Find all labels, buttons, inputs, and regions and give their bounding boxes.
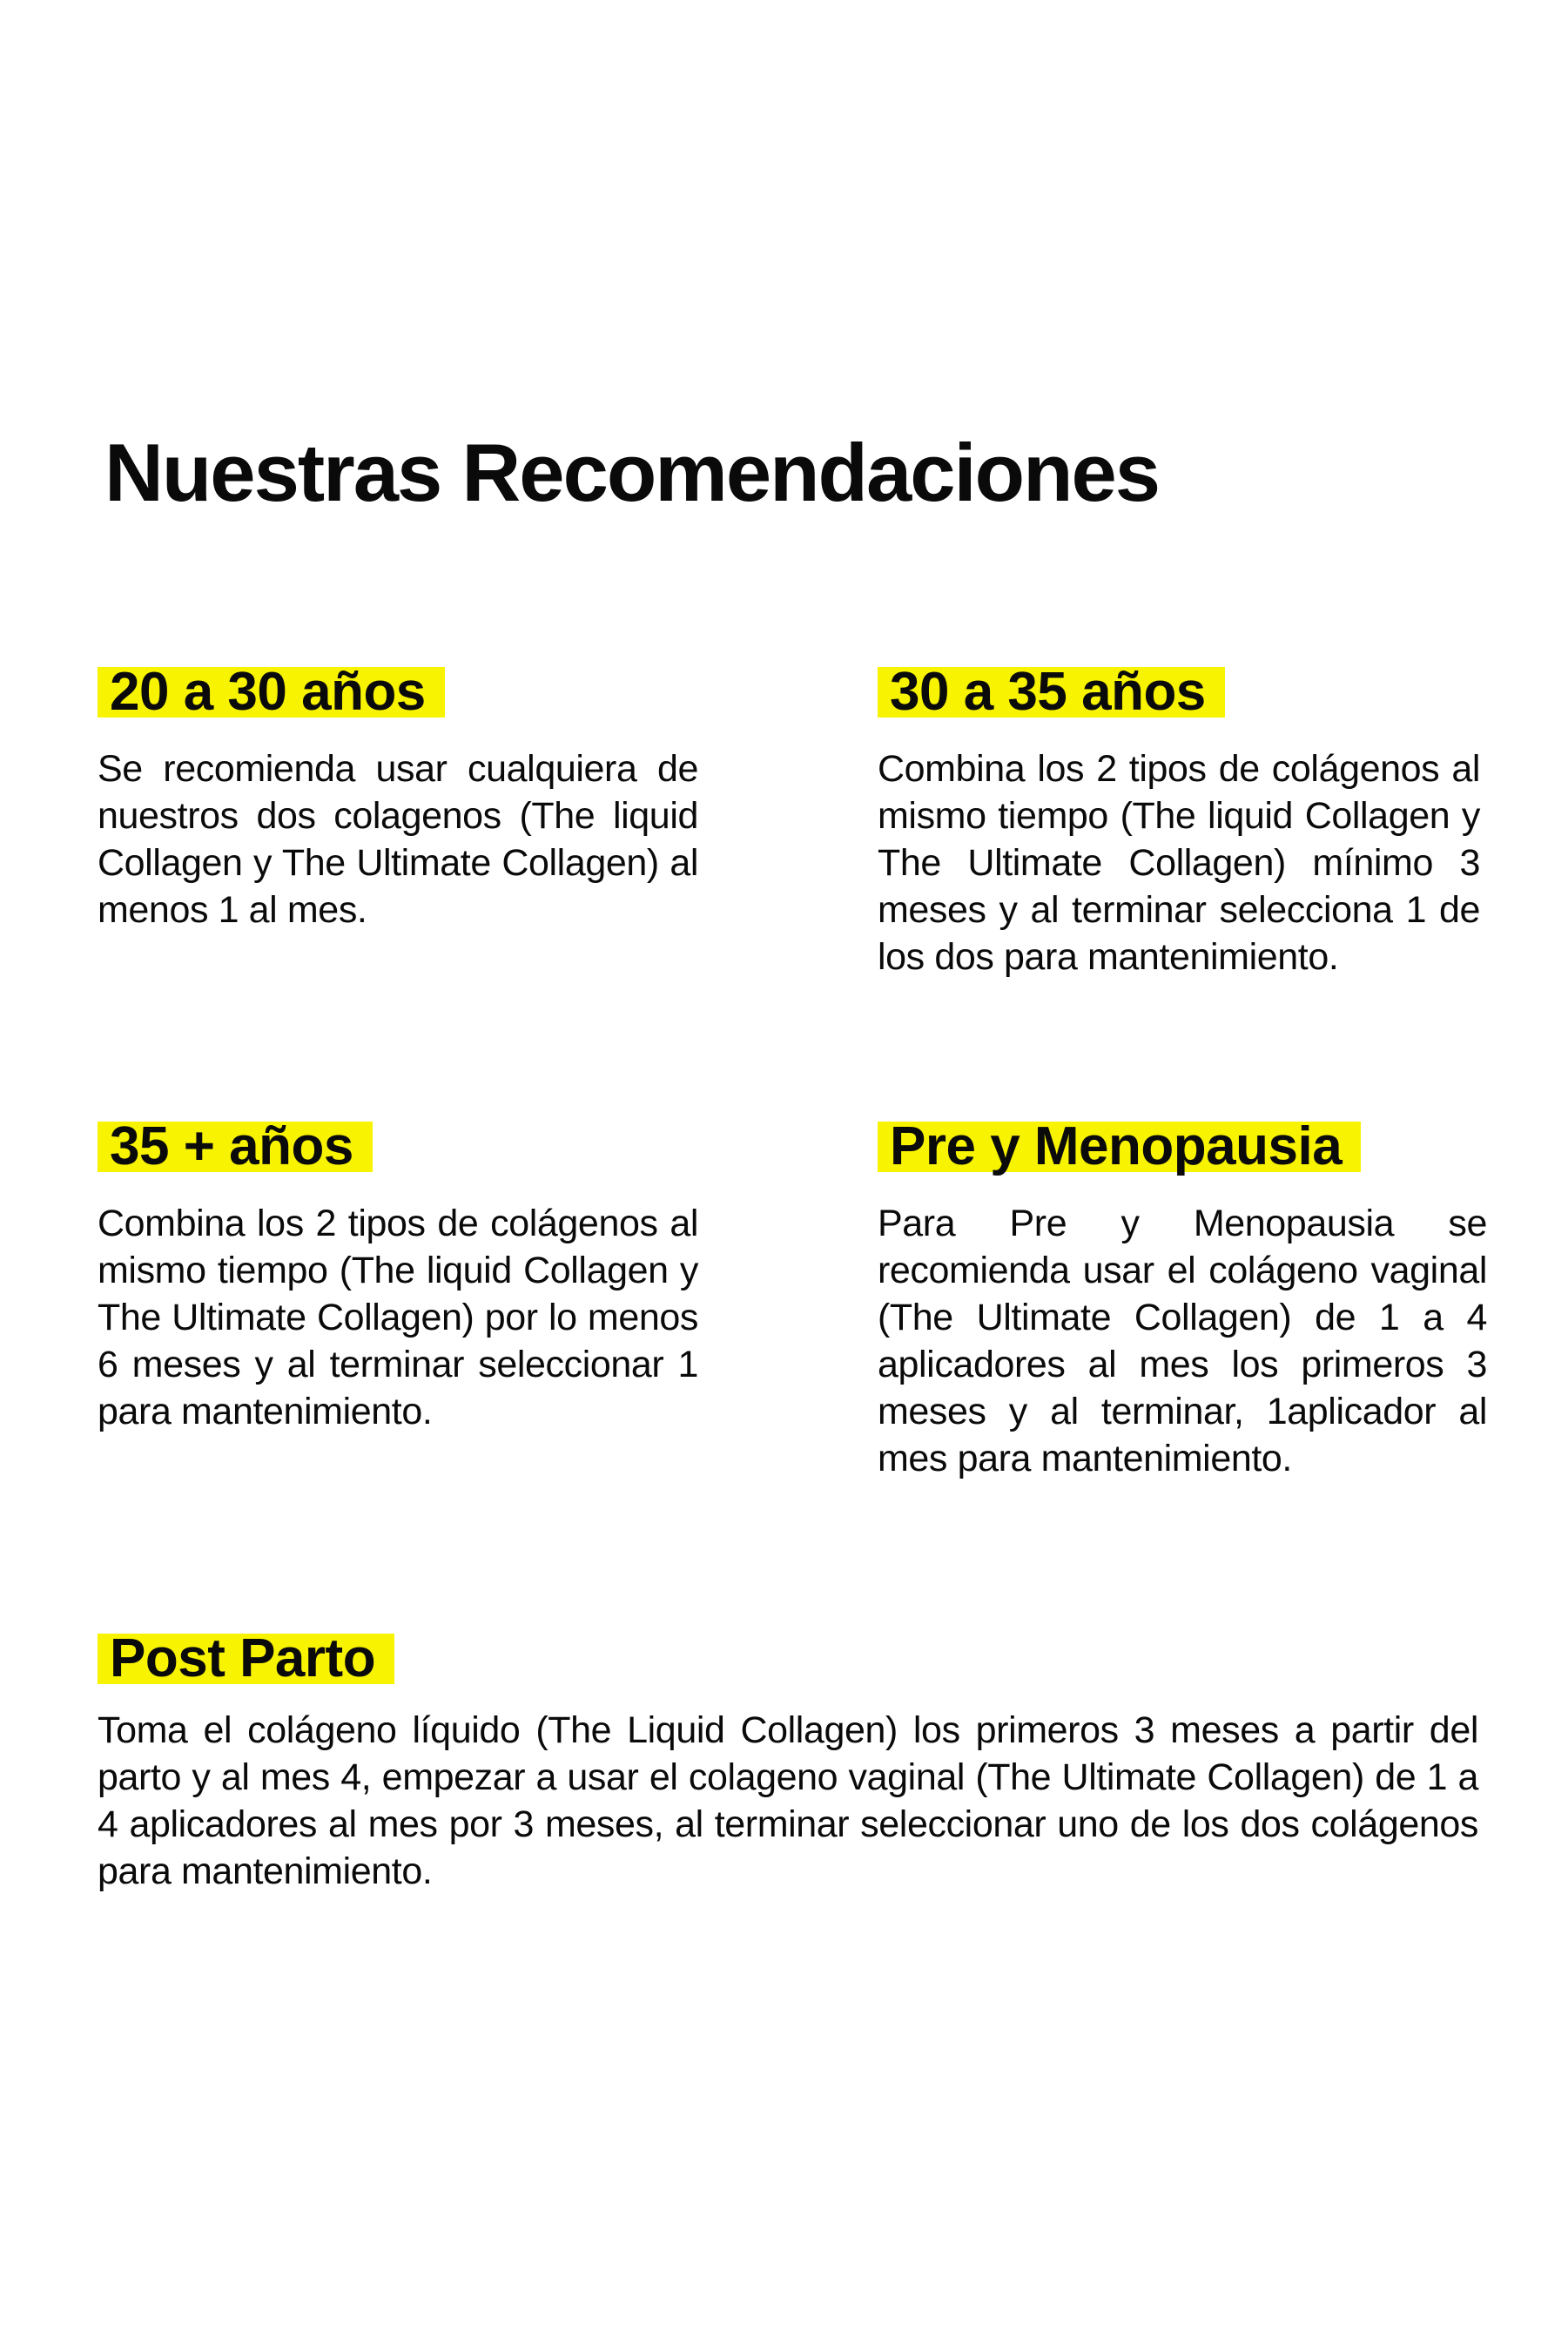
section-body-20-30: Se recomienda usar cualquiera de nuestros dos colagenos (The liquid Collagen y The Ultimate Collagen) al menos 1 al mes.: [98, 748, 698, 931]
section-post-parto: [98, 1628, 1478, 1895]
section-heading-20-30: 20 a 30 años: [98, 667, 445, 718]
section-20-30-anos: [98, 662, 698, 933]
section-body-post-parto: Toma el colágeno líquido (The Liquid Collagen) los primeros 3 meses a partir del parto y al mes 4, empezar a usar el colageno vaginal (The Ultimate Collagen) de 1 a 4 aplicadores al mes por 3 meses, al terminar seleccionar uno de los dos colágenos para mantenimiento.: [98, 1709, 1478, 1892]
section-30-35-anos: [878, 662, 1480, 981]
section-body-30-35: Combina los 2 tipos de colágenos al mismo tiempo (The liquid Collagen y The Ultimate Collagen) mínimo 3 meses y al terminar selecciona 1 de los dos para mantenimiento.: [878, 748, 1480, 978]
section-heading-post-parto: Post Parto: [98, 1634, 394, 1684]
section-35-plus-anos: [98, 1116, 698, 1435]
section-body-35-plus: Combina los 2 tipos de colágenos al mismo tiempo (The liquid Collagen y The Ultimate Collagen) por lo menos 6 meses y al terminar seleccionar 1 para mantenimiento.: [98, 1203, 698, 1432]
section-heading-30-35: 30 a 35 años: [878, 667, 1225, 718]
section-body-pre-menopausia: Para Pre y Menopausia se recomienda usar el colágeno vaginal (The Ultimate Collagen) de 1 a 4 aplicadores al mes los primeros 3 meses y al terminar, 1aplicador al mes para mantenimiento.: [878, 1203, 1487, 1479]
section-heading-35-plus: 35 + años: [98, 1122, 373, 1172]
section-heading-pre-menopausia: Pre y Menopausia: [878, 1122, 1361, 1172]
page-title: Nuestras Recomendaciones: [104, 427, 1160, 518]
section-pre-y-menopausia: [878, 1116, 1487, 1482]
